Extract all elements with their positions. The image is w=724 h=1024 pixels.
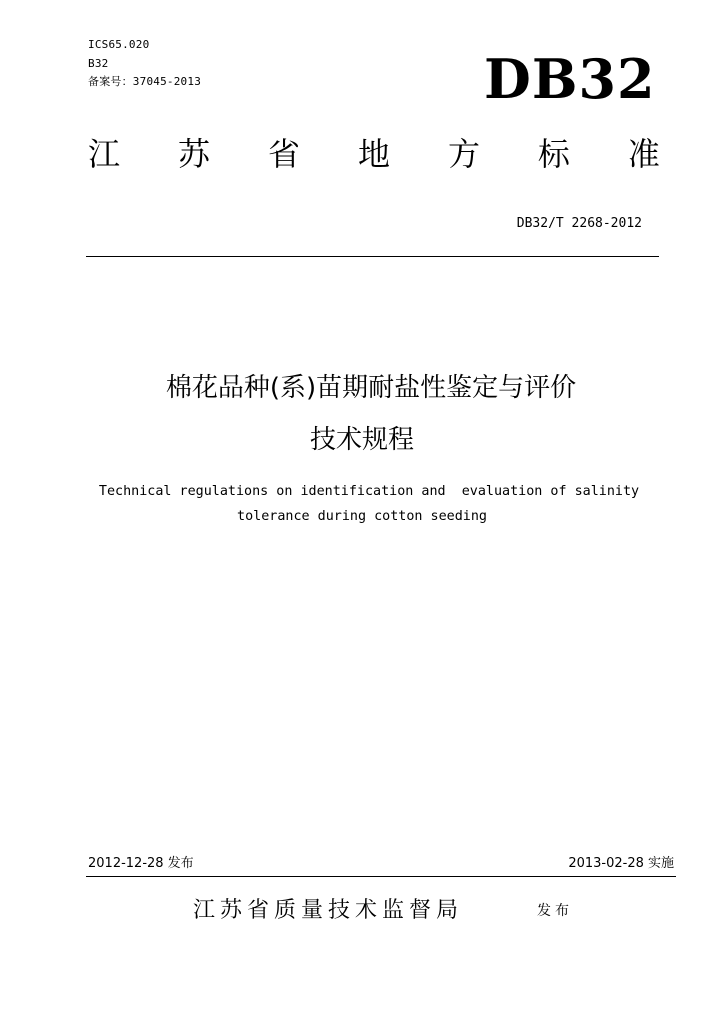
implementation-date: 2013-02-28 实施 xyxy=(568,856,674,871)
standard-type-char: 地 xyxy=(357,135,390,173)
standard-logo: DB32 xyxy=(484,47,656,111)
record-number: 备案号：37045-2013 xyxy=(88,75,202,88)
standard-number: DB32/T 2268-2012 xyxy=(516,216,642,231)
header-divider xyxy=(86,256,659,257)
standard-type-char: 省 xyxy=(267,135,300,173)
standard-type-char: 方 xyxy=(447,135,480,173)
ics-code: ICS65.020 xyxy=(88,38,150,51)
issue-date: 2012-12-28 发布 xyxy=(88,856,194,871)
issuing-authority: 江苏省质量技术监督局 xyxy=(193,898,464,923)
standard-type-char: 准 xyxy=(627,135,660,173)
title-chinese-line-1: 棉花品种(系)苗期耐盐性鉴定与评价 xyxy=(165,373,577,403)
standard-type-char: 江 xyxy=(88,135,121,173)
issuing-authority-suffix: 发布 xyxy=(537,903,573,919)
standard-type-char: 标 xyxy=(537,135,570,173)
standard-type-heading xyxy=(88,134,660,174)
title-english-line-2: tolerance during cotton seeding xyxy=(237,509,487,524)
classification-code: B32 xyxy=(88,57,109,70)
standard-type-char: 苏 xyxy=(177,135,210,173)
footer-divider xyxy=(86,876,676,877)
title-chinese-line-2: 技术规程 xyxy=(309,425,414,455)
title-english-line-1: Technical regulations on identification and evaluation of salinity xyxy=(98,484,640,499)
